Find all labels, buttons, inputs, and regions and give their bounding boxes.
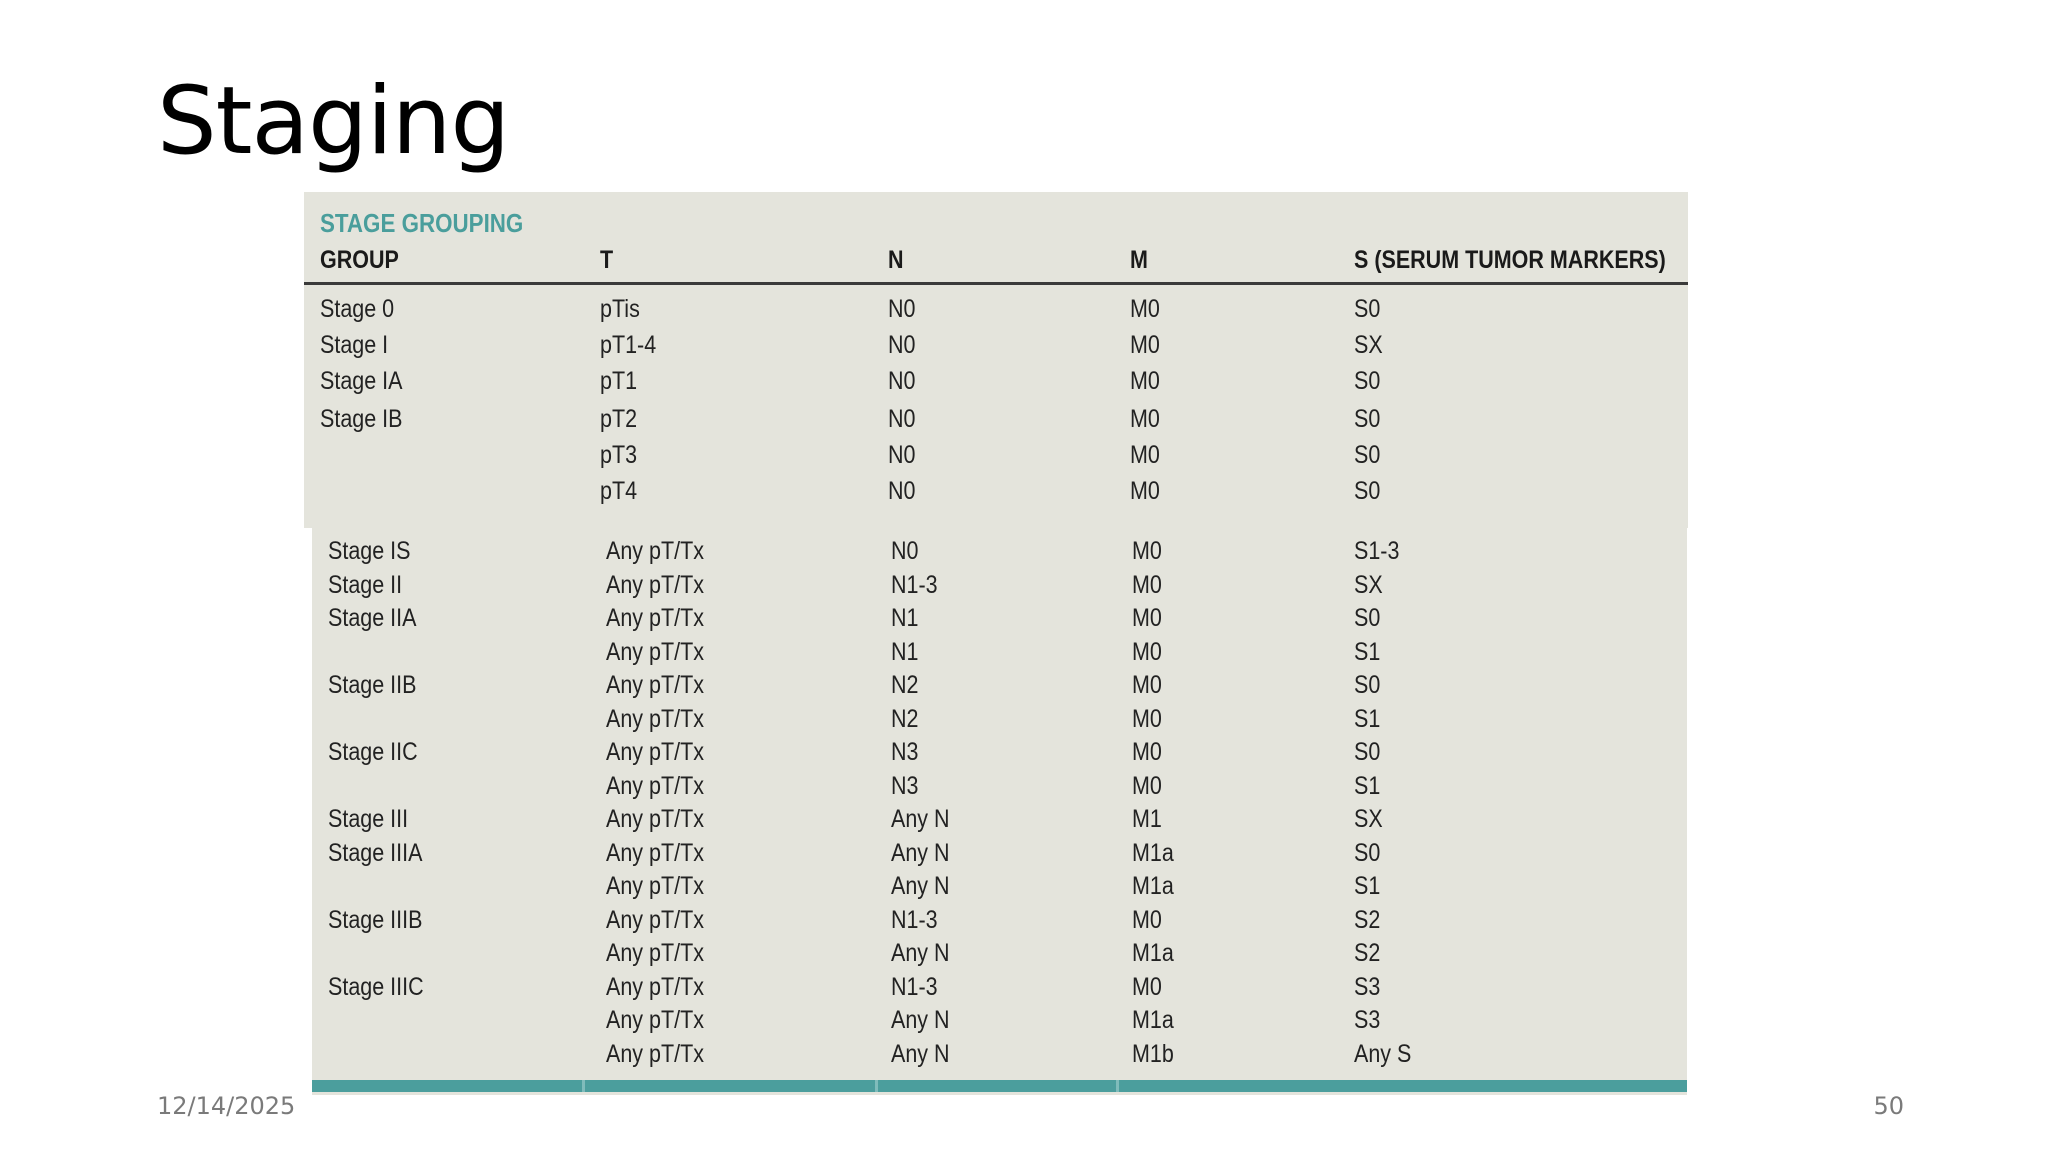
table-cell-n: Any N xyxy=(891,939,950,967)
table-cell-t: Any pT/Tx xyxy=(606,537,704,565)
table-cell-s: S0 xyxy=(1354,671,1381,699)
table-cell-s: SX xyxy=(1354,805,1383,833)
table-cell-s: S1-3 xyxy=(1354,537,1400,565)
stage-grouping-title: STAGE GROUPING xyxy=(320,208,524,238)
table-cell-n: N0 xyxy=(888,295,916,323)
table-cell-m: M0 xyxy=(1132,771,1162,800)
table-cell-t: Any pT/Tx xyxy=(606,570,704,599)
table-cell-m: M0 xyxy=(1130,405,1160,433)
table-cell-n: N1-3 xyxy=(891,972,938,1001)
table-cell-s: S0 xyxy=(1354,838,1381,867)
table-cell-s: SX xyxy=(1354,331,1383,359)
table-cell-s: S0 xyxy=(1354,405,1381,433)
table-cell-group: Stage IA xyxy=(320,367,403,395)
table-cell-group: Stage IIIC xyxy=(328,972,424,1001)
table-cell-m: M1 xyxy=(1132,805,1162,833)
table-cell-t: Any pT/Tx xyxy=(606,805,704,833)
table-cell-group: Stage II xyxy=(328,570,403,599)
table-cell-n: Any N xyxy=(891,872,950,900)
table-cell-s: S0 xyxy=(1354,477,1381,505)
table-cell-s: S2 xyxy=(1354,905,1381,934)
table-cell-t: pT3 xyxy=(600,441,638,469)
table-cell-t: Any pT/Tx xyxy=(606,972,704,1001)
table-cell-n: N1 xyxy=(891,604,919,632)
table-cell-t: pT4 xyxy=(600,477,638,505)
table-cell-group: Stage IIIA xyxy=(328,838,423,867)
table-cell-n: Any N xyxy=(891,838,950,867)
table-cell-m: M0 xyxy=(1130,477,1160,505)
table-cell-m: M0 xyxy=(1130,331,1160,359)
table-cell-t: Any pT/Tx xyxy=(606,771,704,800)
table-cell-s: S1 xyxy=(1354,771,1381,800)
table-cell-n: N0 xyxy=(891,537,919,565)
table-cell-n: N2 xyxy=(891,671,919,699)
table-cell-n: N0 xyxy=(888,477,916,505)
table-cell-n: N1-3 xyxy=(891,570,938,599)
table-cell-s: S1 xyxy=(1354,872,1381,900)
table-cell-s: S0 xyxy=(1354,441,1381,469)
column-header-group: GROUP xyxy=(320,246,399,274)
table-cell-n: N0 xyxy=(888,331,916,359)
table-cell-group: Stage IIA xyxy=(328,604,417,632)
table-cell-t: Any pT/Tx xyxy=(606,671,704,699)
table-cell-s: S0 xyxy=(1354,367,1381,395)
table-cell-s: S1 xyxy=(1354,637,1381,666)
table-cell-n: N3 xyxy=(891,738,919,766)
table-bottom-bar xyxy=(312,1080,1687,1092)
table-cell-m: M0 xyxy=(1132,671,1162,699)
table-cell-s: Any S xyxy=(1354,1039,1412,1068)
table-cell-m: M0 xyxy=(1132,637,1162,666)
header-rule xyxy=(304,282,1688,285)
table-cell-s: S3 xyxy=(1354,1006,1381,1034)
table-cell-n: N1-3 xyxy=(891,905,938,934)
table-cell-m: M0 xyxy=(1130,367,1160,395)
footer-page-number: 50 xyxy=(1873,1092,1904,1120)
table-cell-m: M1a xyxy=(1132,838,1174,867)
table-cell-group: Stage IIC xyxy=(328,738,418,766)
table-cell-m: M0 xyxy=(1132,704,1162,733)
column-header-s: S (SERUM TUMOR MARKERS) xyxy=(1354,246,1666,274)
table-cell-t: Any pT/Tx xyxy=(606,838,704,867)
table-cell-group: Stage IIIB xyxy=(328,905,423,934)
table-cell-s: SX xyxy=(1354,570,1383,599)
table-cell-group: Stage III xyxy=(328,805,409,833)
table-cell-group: Stage IB xyxy=(320,405,403,433)
table-cell-group: Stage IIB xyxy=(328,671,417,699)
table-cell-n: N0 xyxy=(888,441,916,469)
table-cell-t: Any pT/Tx xyxy=(606,939,704,967)
table-cell-group: Stage I xyxy=(320,331,389,359)
table-cell-m: M0 xyxy=(1132,738,1162,766)
column-header-t: T xyxy=(600,246,614,274)
table-cell-group: Stage IS xyxy=(328,537,411,565)
table-cell-s: S0 xyxy=(1354,604,1381,632)
table-cell-s: S0 xyxy=(1354,295,1381,323)
column-header-m: M xyxy=(1130,246,1148,274)
table-cell-m: M0 xyxy=(1132,570,1162,599)
table-cell-t: Any pT/Tx xyxy=(606,637,704,666)
table-cell-n: N2 xyxy=(891,704,919,733)
table-cell-n: Any N xyxy=(891,805,950,833)
table-cell-m: M1b xyxy=(1132,1039,1174,1068)
table-cell-t: pT1 xyxy=(600,367,638,395)
table-cell-group: Stage 0 xyxy=(320,295,395,323)
table-cell-m: M0 xyxy=(1130,295,1160,323)
table-cell-m: M0 xyxy=(1132,905,1162,934)
table-cell-t: pT1-4 xyxy=(600,331,657,359)
table-cell-n: N1 xyxy=(891,637,919,666)
table-panel-top xyxy=(304,192,1688,528)
table-cell-m: M1a xyxy=(1132,939,1174,967)
table-cell-s: S2 xyxy=(1354,939,1381,967)
table-cell-m: M0 xyxy=(1132,537,1162,565)
table-cell-t: Any pT/Tx xyxy=(606,1039,704,1068)
table-cell-n: N0 xyxy=(888,405,916,433)
table-cell-t: Any pT/Tx xyxy=(606,1006,704,1034)
table-cell-n: Any N xyxy=(891,1006,950,1034)
table-cell-m: M1a xyxy=(1132,1006,1174,1034)
table-cell-m: M0 xyxy=(1130,441,1160,469)
table-cell-n: Any N xyxy=(891,1039,950,1068)
table-cell-s: S1 xyxy=(1354,704,1381,733)
table-cell-t: pTis xyxy=(600,295,640,323)
table-cell-s: S0 xyxy=(1354,738,1381,766)
table-cell-t: Any pT/Tx xyxy=(606,704,704,733)
table-cell-n: N3 xyxy=(891,771,919,800)
table-panel-bottom xyxy=(312,528,1687,1095)
table-cell-n: N0 xyxy=(888,367,916,395)
column-header-n: N xyxy=(888,246,904,274)
table-cell-m: M1a xyxy=(1132,872,1174,900)
footer-date: 12/14/2025 xyxy=(157,1092,296,1120)
table-cell-s: S3 xyxy=(1354,972,1381,1001)
table-cell-m: M0 xyxy=(1132,604,1162,632)
table-cell-t: Any pT/Tx xyxy=(606,905,704,934)
table-cell-t: pT2 xyxy=(600,405,638,433)
table-cell-t: Any pT/Tx xyxy=(606,738,704,766)
table-cell-t: Any pT/Tx xyxy=(606,604,704,632)
table-cell-m: M0 xyxy=(1132,972,1162,1001)
slide-title: Staging xyxy=(157,67,510,176)
stage-grouping-table xyxy=(304,192,1688,1095)
table-cell-t: Any pT/Tx xyxy=(606,872,704,900)
